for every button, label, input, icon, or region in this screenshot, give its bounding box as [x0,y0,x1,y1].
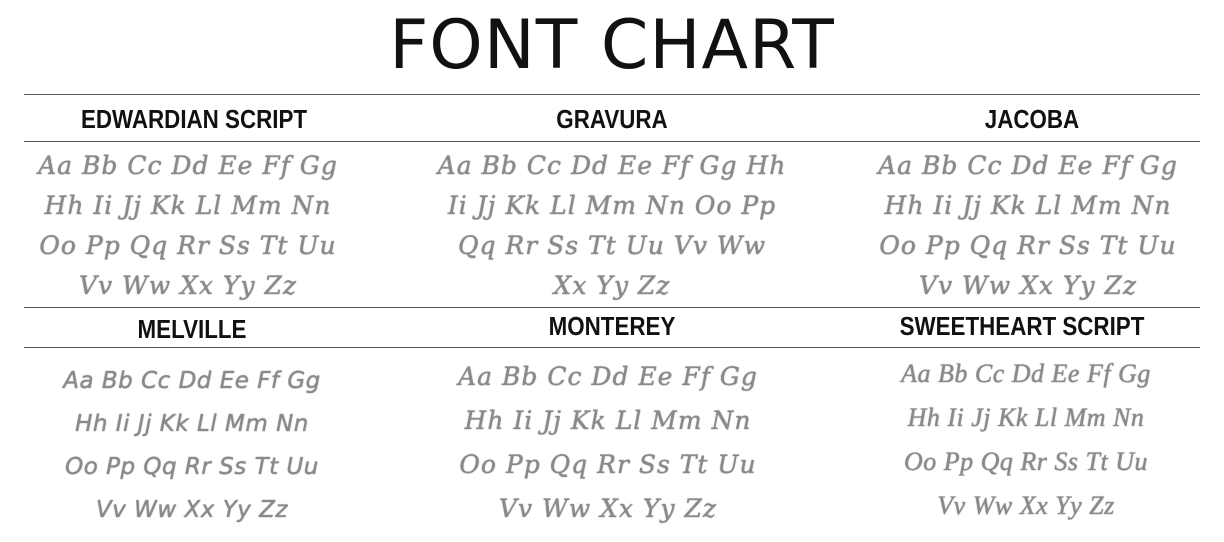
specimen-row: Xx Yy Zz [553,271,671,300]
divider-header-row-1 [24,141,1200,142]
specimen-row: Aa Bb Cc Dd Ee Ff Gg Hh [437,151,787,180]
font-name-sweetheart-script: SWEETHEART SCRIPT [899,311,1145,341]
specimen-gravura [416,146,808,306]
specimen-row: Oo Pp Qq Rr Ss Tt Uu [65,454,319,480]
specimen-row: Aa Bb Cc Dd Ee Ff Gg [63,368,321,394]
specimen-edwardian-script [0,146,384,306]
divider-top [24,94,1200,95]
specimen-row: Vv Ww Xx Yy Zz [78,271,298,300]
font-name-jacoba: JACOBA [984,104,1080,134]
specimen-row: Hh Ii Jj Kk Ll Mm Nn [884,191,1172,220]
specimen-row: Oo Pp Qq Rr Ss Tt Uu [459,450,757,479]
divider-header-row-2 [24,347,1200,348]
font-name-melville: MELVILLE [137,314,247,344]
font-name-gravura: GRAVURA [556,104,668,134]
specimen-row: Vv Ww Xx Yy Zz [918,271,1138,300]
specimen-row: Hh Ii Jj Kk Ll Mm Nn [75,411,309,437]
specimen-row: Aa Bb Cc Dd Ee Ff Gg [38,151,338,180]
specimen-row: Ii Jj Kk Ll Mm Nn Oo Pp [447,191,777,220]
specimen-row: Hh Ii Jj Kk Ll Mm Nn [907,403,1145,432]
specimen-row: Hh Ii Jj Kk Ll Mm Nn [44,191,332,220]
specimen-row: Aa Bb Cc Dd Ee Ff Gg [901,359,1151,388]
specimen-melville [0,360,388,532]
specimen-row: Vv Ww Xx Yy Zz [96,497,288,523]
specimen-row: Aa Bb Cc Dd Ee Ff Gg [878,151,1178,180]
specimen-row: Oo Pp Qq Rr Ss Tt Uu [903,447,1148,476]
specimen-row: Vv Ww Xx Yy Zz [937,491,1115,520]
font-name-edwardian-script: EDWARDIAN SCRIPT [80,104,308,134]
specimen-row: Qq Rr Ss Tt Uu Vv Ww [457,231,767,260]
specimen-row: Vv Ww Xx Yy Zz [498,494,718,523]
specimen-row: Hh Ii Jj Kk Ll Mm Nn [464,406,752,435]
specimen-row: Oo Pp Qq Rr Ss Tt Uu [879,231,1177,260]
divider-middle [24,307,1200,308]
page-title: FONT CHART [389,6,835,85]
specimen-monterey [412,355,804,531]
specimen-sweetheart-script [830,352,1222,528]
font-name-monterey: MONTEREY [548,311,676,341]
specimen-jacoba [832,146,1224,306]
specimen-row: Oo Pp Qq Rr Ss Tt Uu [39,231,337,260]
specimen-row: Aa Bb Cc Dd Ee Ff Gg [458,362,758,391]
